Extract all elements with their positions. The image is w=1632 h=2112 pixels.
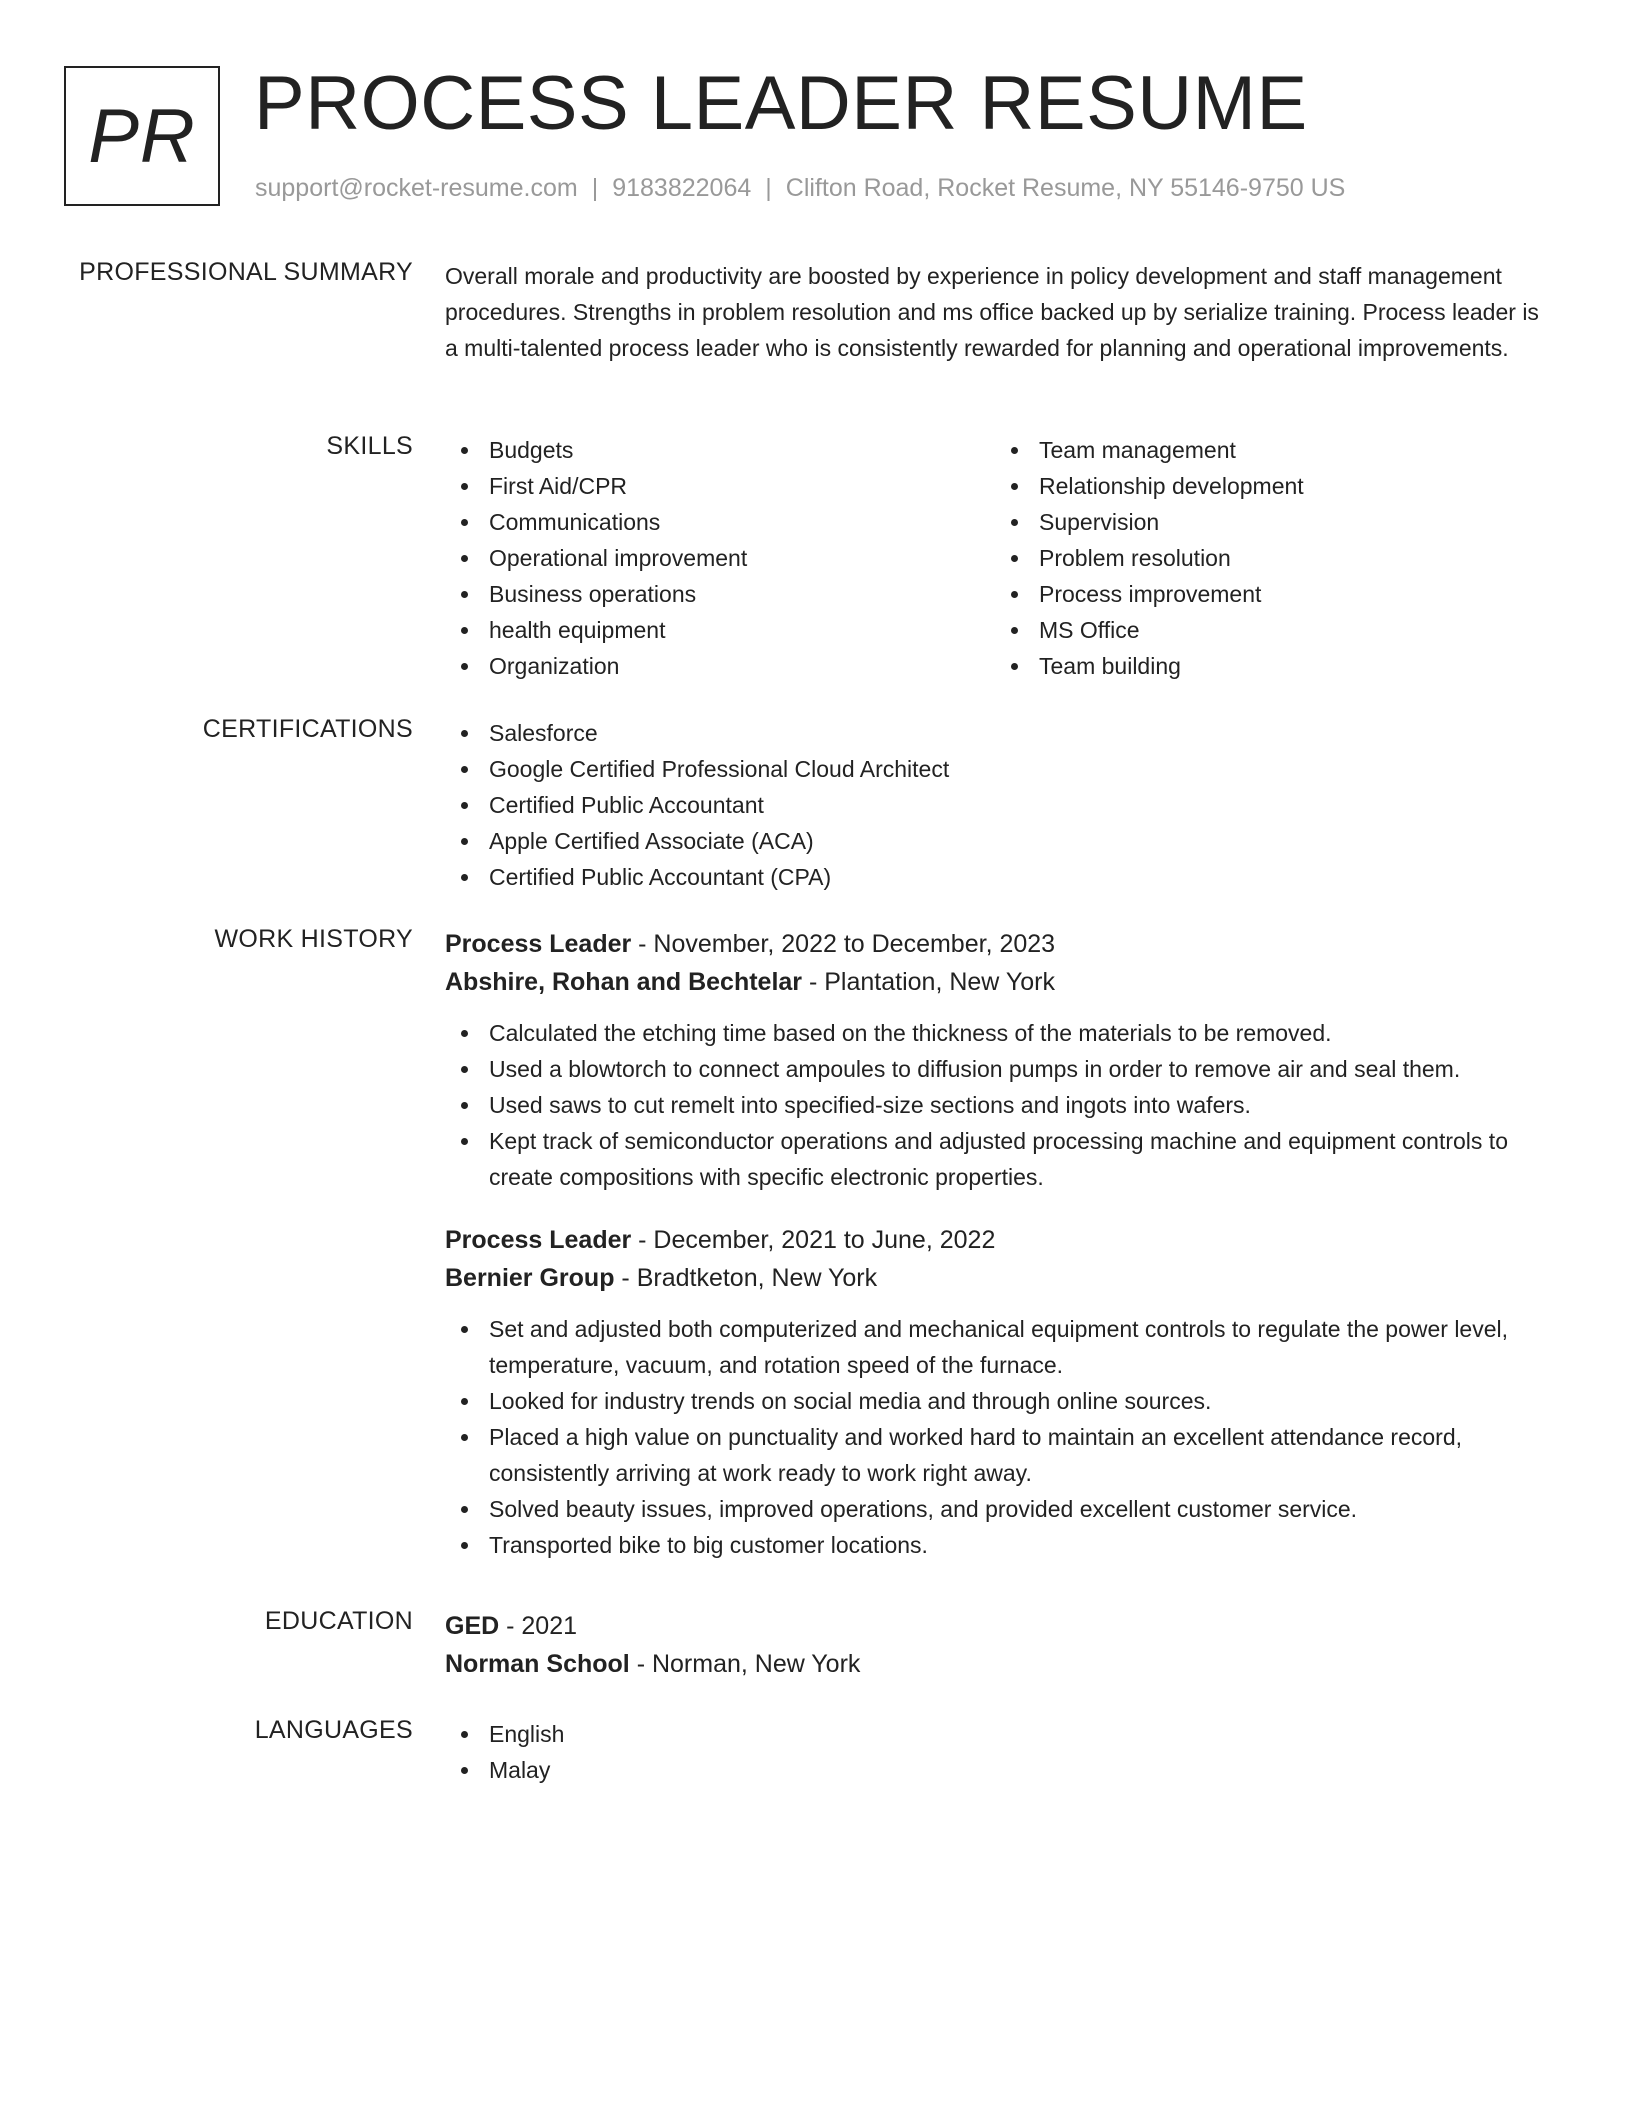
education-body	[445, 1607, 1545, 1683]
job-entry	[445, 925, 1545, 1195]
job-duty-item: Transported bike to big customer locations.	[489, 1527, 1545, 1563]
contact-line	[255, 174, 1345, 203]
skill-item: Operational improvement	[489, 540, 995, 576]
job-duty-item: Kept track of semiconductor operations and adjusted processing machine and equipment controls to create compositions with specific electronic properties.	[489, 1123, 1545, 1195]
skill-item: Team management	[1039, 432, 1545, 468]
job-title-line	[445, 1221, 1545, 1259]
skills-list-column-2	[995, 432, 1545, 684]
job-dates: - December, 2021 to June, 2022	[631, 1226, 996, 1254]
skill-item: Budgets	[489, 432, 995, 468]
summary-body	[445, 258, 1545, 366]
job-title: Process Leader	[445, 930, 632, 958]
certifications-body	[445, 715, 1545, 895]
job-duty-item: Used a blowtorch to connect ampoules to diffusion pumps in order to remove air and seal them.	[489, 1051, 1545, 1087]
skill-item: MS Office	[1039, 612, 1545, 648]
section-label-languages: LANGUAGES	[254, 1716, 413, 1744]
summary-text: Overall morale and productivity are boosted by experience in policy development and staff management procedures. Strengths in problem resolution and ms office backed up by serialize training. Process leader is a multi-talented process leader who is consistently rewarded for planning and operational improvements.	[445, 263, 1539, 361]
certification-item: Certified Public Accountant (CPA)	[489, 859, 1545, 895]
skill-item: health equipment	[489, 612, 995, 648]
job-company-line	[445, 963, 1545, 1001]
section-label-skills: SKILLS	[326, 432, 413, 460]
education-school: Norman School	[445, 1650, 630, 1678]
job-dates: - November, 2022 to December, 2023	[631, 930, 1056, 958]
skill-item: Team building	[1039, 648, 1545, 684]
job-company-line	[445, 1259, 1545, 1297]
job-company: Abshire, Rohan and Bechtelar	[445, 968, 803, 996]
contact-address: Clifton Road, Rocket Resume, NY 55146-9750 US	[785, 174, 1346, 202]
job-duty-item: Used saws to cut remelt into specified-size sections and ingots into wafers.	[489, 1087, 1545, 1123]
certifications-list	[445, 715, 1545, 895]
job-duty-item: Set and adjusted both computerized and mechanical equipment controls to regulate the power level, temperature, vacuum, and rotation speed of the furnace.	[489, 1311, 1545, 1383]
certification-item: Google Certified Professional Cloud Architect	[489, 751, 1545, 787]
job-duty-item: Looked for industry trends on social media and through online sources.	[489, 1383, 1545, 1419]
job-duty-item: Solved beauty issues, improved operations, and provided excellent customer service.	[489, 1491, 1545, 1527]
job-duties-list	[445, 1311, 1545, 1563]
skills-list-column-1	[445, 432, 995, 684]
resume-header	[64, 61, 1564, 216]
skill-item: Problem resolution	[1039, 540, 1545, 576]
certification-item: Certified Public Accountant	[489, 787, 1545, 823]
monogram-initials: PR	[88, 93, 196, 179]
language-item: Malay	[489, 1752, 1545, 1788]
job-title: Process Leader	[445, 1226, 632, 1254]
education-year: - 2021	[499, 1612, 578, 1640]
skill-item: Relationship development	[1039, 468, 1545, 504]
skill-item: Communications	[489, 504, 995, 540]
section-label-summary: PROFESSIONAL SUMMARY	[79, 258, 413, 286]
skill-item: Supervision	[1039, 504, 1545, 540]
job-title-line	[445, 925, 1545, 963]
section-label-education: EDUCATION	[264, 1607, 413, 1635]
language-item: English	[489, 1716, 1545, 1752]
certification-item: Apple Certified Associate (ACA)	[489, 823, 1545, 859]
section-label-certifications: CERTIFICATIONS	[202, 715, 413, 743]
skills-columns	[445, 432, 1545, 684]
education-location: - Norman, New York	[629, 1650, 861, 1678]
job-duty-item: Calculated the etching time based on the thickness of the materials to be removed.	[489, 1015, 1545, 1051]
job-location: - Plantation, New York	[802, 968, 1055, 996]
section-label-work-history: WORK HISTORY	[214, 925, 413, 953]
job-company: Bernier Group	[445, 1264, 615, 1292]
languages-list	[445, 1716, 1545, 1788]
certification-item: Salesforce	[489, 715, 1545, 751]
skill-item: Process improvement	[1039, 576, 1545, 612]
education-school-line	[445, 1645, 1545, 1683]
resume-title: PROCESS LEADER RESUME	[254, 61, 1308, 146]
languages-body	[445, 1716, 1545, 1788]
contact-phone[interactable]: 9183822064	[612, 174, 752, 202]
job-duties-list	[445, 1015, 1545, 1195]
work-history-body	[445, 925, 1545, 1589]
monogram-badge	[64, 66, 220, 206]
skills-body	[445, 432, 1545, 684]
job-location: - Bradtketon, New York	[614, 1264, 878, 1292]
contact-separator: |	[591, 174, 599, 202]
job-duty-item: Placed a high value on punctuality and worked hard to maintain an excellent attendance record, consistently arriving at work ready to work right away.	[489, 1419, 1545, 1491]
job-entry	[445, 1221, 1545, 1563]
contact-email[interactable]: support@rocket-resume.com	[255, 174, 578, 202]
contact-separator: |	[765, 174, 772, 202]
skill-item: Organization	[489, 648, 995, 684]
education-degree-line	[445, 1607, 1545, 1645]
education-degree: GED	[445, 1612, 500, 1640]
skill-item: Business operations	[489, 576, 995, 612]
skill-item: First Aid/CPR	[489, 468, 995, 504]
